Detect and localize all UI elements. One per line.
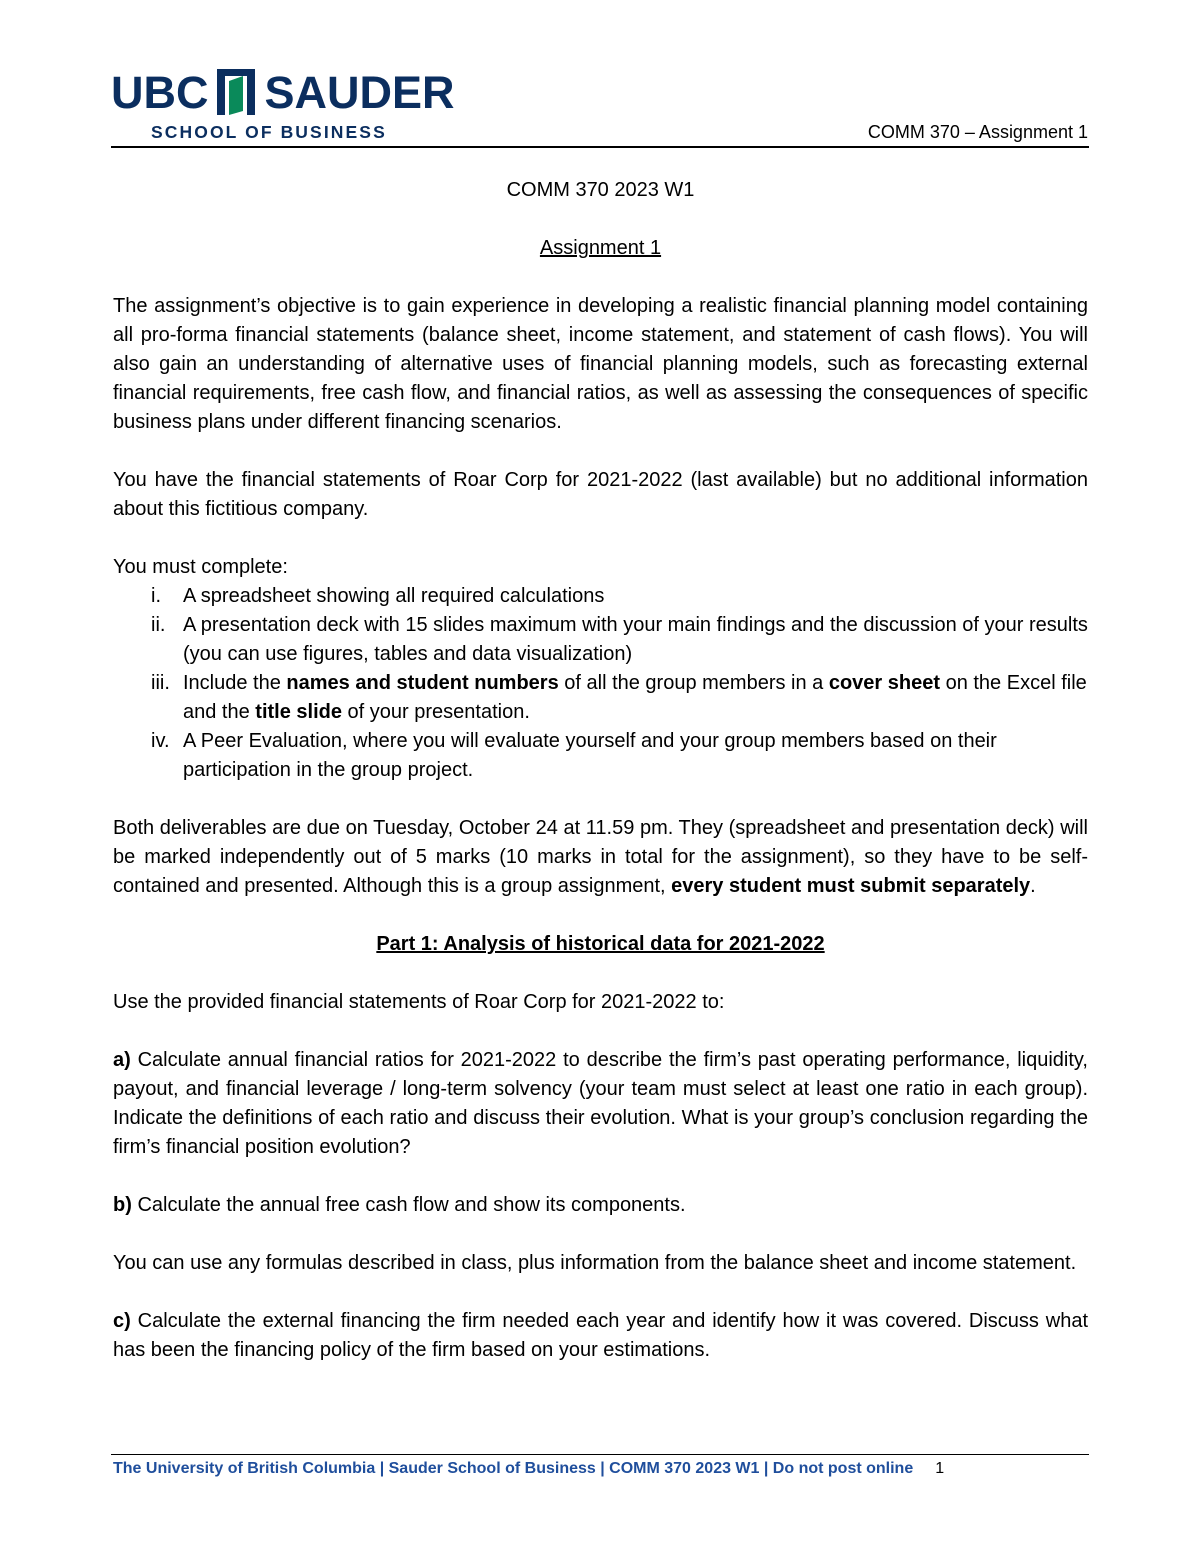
- statements-paragraph: You have the financial statements of Roar Corp for 2021-2022 (last available) but no additional information about this fictitious company.: [113, 469, 1088, 520]
- list-item: [113, 611, 1088, 669]
- must-complete-label: You must complete:: [113, 556, 288, 578]
- list-item-number: ii.: [151, 614, 166, 636]
- document-assignment-title: Assignment 1: [539, 237, 662, 259]
- part1-item-a: a) Calculate annual financial ratios for 2021-2022 to describe the firm’s past operating performance, liquidity, payout, and financial leverage / long-term solvency (your team must select at least one ratio in each group). Indicate the definitions of each ratio and discuss their evolution. What is your group’s conclusion regarding the firm’s financial position evolution?: [113, 1049, 1088, 1158]
- formulas-paragraph: You can use any formulas described in class, plus information from the balance sheet and income statement.: [113, 1252, 1077, 1274]
- logo-wordmark: [111, 68, 455, 118]
- list-item: [113, 669, 1088, 727]
- part1-item-c: c) Calculate the external financing the firm needed each year and identify how it was covered. Discuss what has been the financing policy of the firm based on your estimations.: [113, 1310, 1088, 1361]
- bold-submit-separately: every student must submit separately: [671, 875, 1031, 897]
- list-item-text: A spreadsheet showing all required calculations: [183, 585, 605, 607]
- list-item-number: i.: [151, 585, 161, 607]
- ubc-sauder-logo: [111, 67, 455, 148]
- header-divider: [111, 146, 1089, 148]
- deliverables-list: [113, 582, 1088, 785]
- list-item: [113, 582, 1088, 611]
- item-c-label: c): [113, 1310, 131, 1332]
- document-body: [113, 176, 1088, 1365]
- bold-title-slide: title slide: [255, 701, 342, 723]
- bold-cover-sheet: cover sheet: [828, 672, 941, 694]
- part1-intro: Use the provided financial statements of Roar Corp for 2021-2022 to:: [113, 991, 725, 1013]
- bold-names-student-numbers: names and student numbers: [286, 672, 559, 694]
- header-course-label: COMM 370 – Assignment 1: [867, 122, 1088, 142]
- page-footer: [113, 1460, 944, 1478]
- part1-item-b: b) Calculate the annual free cash flow and show its components.: [113, 1194, 686, 1216]
- document-course-title: COMM 370 2023 W1: [506, 179, 695, 201]
- list-item-text: A presentation deck with 15 slides maximum with your main findings and the discussion of your results (you can use figures, tables and data visualization): [183, 614, 1088, 665]
- page-number: 1: [935, 1460, 945, 1477]
- list-item-text: A Peer Evaluation, where you will evaluate yourself and your group members based on their participation in the group project.: [183, 730, 997, 781]
- list-item-number: iii.: [151, 672, 170, 694]
- list-item-number: iv.: [151, 730, 170, 752]
- part1-heading: Part 1: Analysis of historical data for 2021-2022: [376, 933, 825, 955]
- list-item-text: Include the names and student numbers of all the group members in a cover sheet on the Excel file and the title slide of your presentation.: [183, 672, 1087, 723]
- ubc-logo-mark-icon: [217, 69, 255, 115]
- list-item: [113, 727, 1088, 785]
- item-a-label: a): [113, 1049, 131, 1071]
- logo-sauder-text: SAUDER: [264, 67, 455, 118]
- objective-paragraph: The assignment’s objective is to gain experience in developing a realistic financial planning model containing all pro-forma financial statements (balance sheet, income statement, and statement of cash flows). You will also gain an understanding of alternative uses of financial planning models, such as forecasting external financial requirements, free cash flow, and financial ratios, as well as assessing the consequences of specific business plans under different financing scenarios.: [113, 295, 1088, 433]
- footer-divider: [111, 1454, 1089, 1455]
- logo-ubc-text: UBC: [111, 67, 209, 118]
- due-date-paragraph: Both deliverables are due on Tuesday, October 24 at 11.59 pm. They (spreadsheet and presentation deck) will be marked independently out of 5 marks (10 marks in total for the assignment), so they have to be self-contained and presented. Although this is a group assignment, every student must submit separately.: [113, 817, 1088, 897]
- item-b-label: b): [113, 1194, 132, 1216]
- logo-subtitle: SCHOOL OF BUSINESS: [151, 122, 387, 142]
- footer-text: The University of British Columbia | Sauder School of Business | COMM 370 2023 W1 | Do not post online: [113, 1460, 914, 1477]
